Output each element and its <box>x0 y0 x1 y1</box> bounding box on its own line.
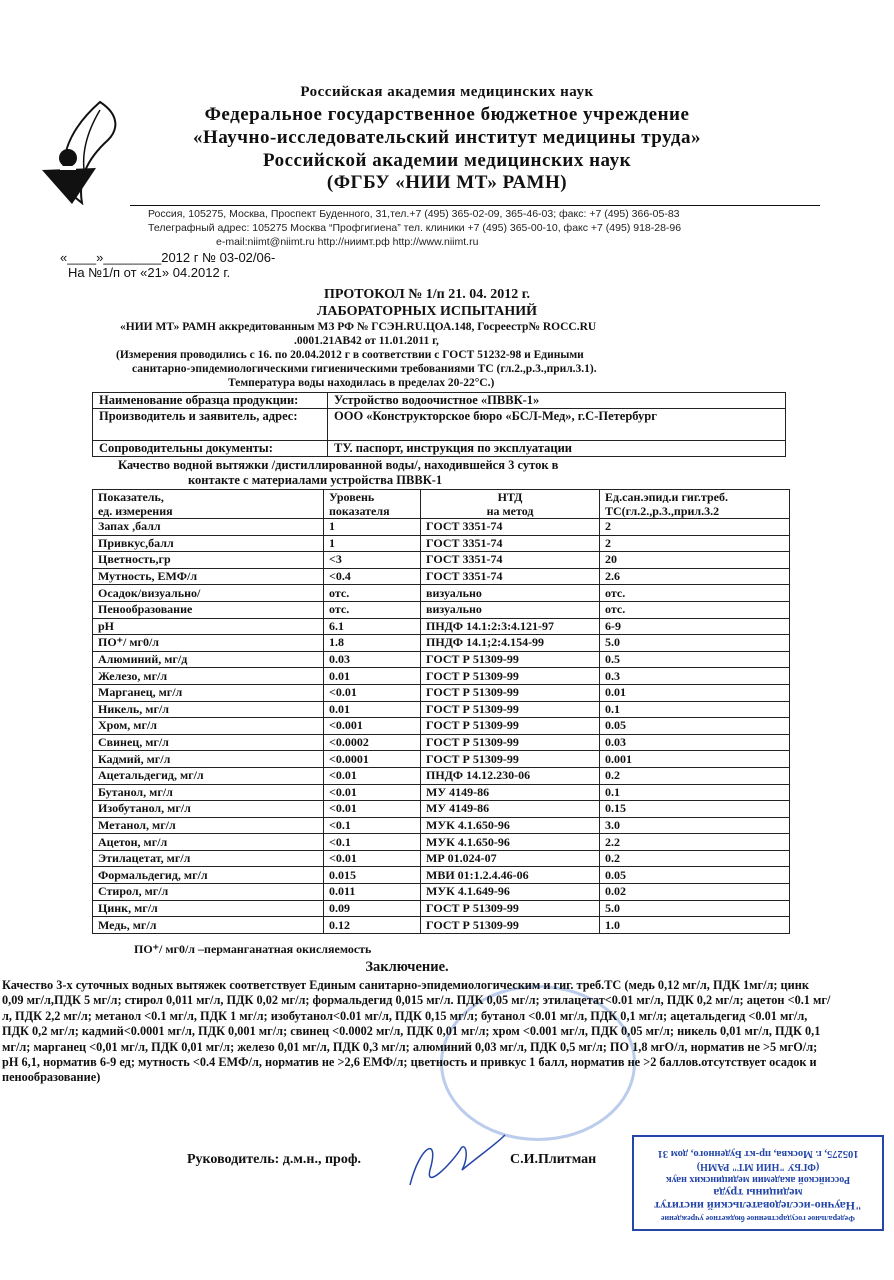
table-row <box>93 585 790 602</box>
indicator-cell: Ацетальдегид, мг/л <box>93 767 324 784</box>
indicator-cell: Привкус,балл <box>93 535 324 552</box>
measurement-note: (Измерения проводились с 16. по 20.04.2012 г в соответствии с ГОСТ 51232-98 и Едиными <box>116 349 584 361</box>
level-cell: 0.011 <box>324 884 421 901</box>
signer-role: Руководитель: д.м.н., проф. <box>187 1152 362 1167</box>
table-row <box>93 817 790 834</box>
norm-cell: 1.0 <box>600 917 790 934</box>
method-cell: ГОСТ 3351-74 <box>421 552 600 569</box>
norm-cell: отс. <box>600 585 790 602</box>
col-method: НТД на метод <box>421 490 600 519</box>
method-cell: МУК 4.1.650-96 <box>421 817 600 834</box>
accreditation-line: «НИИ МТ» РАМН аккредитованным МЗ РФ № ГСЭН.RU.ЦОА.148, Госреестр№ ROCC.RU <box>120 321 597 333</box>
method-cell: ГОСТ 3351-74 <box>421 568 600 585</box>
indicator-cell: Хром, мг/л <box>93 718 324 735</box>
method-cell: МУ 4149-86 <box>421 801 600 818</box>
indicator-cell: Формальдегид, мг/л <box>93 867 324 884</box>
norm-cell: 0.1 <box>600 784 790 801</box>
address-line: Россия, 105275, Москва, Проспект Буденного, 31,тел.+7 (495) 365-02-09, 365-46-03; факс: +7 (495) 366-05-83 <box>148 208 680 220</box>
water-temperature: Температура воды находилась в пределах 20-22°С.) <box>228 377 495 389</box>
method-cell: ГОСТ Р 51309-99 <box>421 917 600 934</box>
norm-cell: 3.0 <box>600 817 790 834</box>
indicator-cell: Осадок/визуально/ <box>93 585 324 602</box>
indicator-cell: Кадмий, мг/л <box>93 751 324 768</box>
norm-cell: 2.6 <box>600 568 790 585</box>
protocol-subtitle: ЛАБОРАТОРНЫХ ИСПЫТАНИЙ <box>316 304 538 319</box>
level-cell: отс. <box>324 601 421 618</box>
contacts-line: e-mail:niimt@niimt.ru http://ниимт.рф http://www.niimt.ru <box>216 236 479 248</box>
level-cell: 0.03 <box>324 651 421 668</box>
indicator-cell: Марганец, мг/л <box>93 684 324 701</box>
level-cell: <0.4 <box>324 568 421 585</box>
accreditation-date: .0001.21АВ42 от 11.01.2011 г, <box>294 335 439 347</box>
norm-cell: 0.01 <box>600 684 790 701</box>
method-cell: ПНДФ 14.12.230-06 <box>421 767 600 784</box>
indicator-cell: Алюминий, мг/д <box>93 651 324 668</box>
indicator-cell: ПО⁺/ мг0/л <box>93 635 324 652</box>
level-cell: 1 <box>324 535 421 552</box>
indicator-cell: Ацетон, мг/л <box>93 834 324 851</box>
measurement-requirements: санитарно-эпидемиологическими гигиеническими требованиями ТС (гл.2.,р.3.,прил.3.1). <box>132 363 597 375</box>
org-abbr: (ФГБУ «НИИ МТ» РАМН) <box>326 172 568 193</box>
table-row <box>93 535 790 552</box>
level-cell: <0.01 <box>324 684 421 701</box>
level-cell: <0.01 <box>324 767 421 784</box>
method-cell: МУК 4.1.650-96 <box>421 834 600 851</box>
info-row: Производитель и заявитель, адрес: ООО «Конструкторское бюро «БСЛ-Мед», г.С-Петербург <box>93 409 786 441</box>
indicator-cell: Цветность,гр <box>93 552 324 569</box>
quality-title: Качество водной вытяжки /дистиллированной воды/, находившейся 3 суток в <box>118 458 559 472</box>
col-level: Уровень показателя <box>324 490 421 519</box>
norm-cell: 0.05 <box>600 867 790 884</box>
outgoing-ref: «____»________2012 г № 03-02/06- <box>60 250 276 265</box>
indicator-cell: pH <box>93 618 324 635</box>
table-row <box>93 884 790 901</box>
table-footnote: ПО⁺/ мг0/л –перманганатная окисляемость <box>134 942 372 956</box>
norm-cell: 0.2 <box>600 850 790 867</box>
sample-info-table <box>92 392 786 457</box>
table-row <box>93 917 790 934</box>
table-row <box>93 784 790 801</box>
norm-cell: 0.5 <box>600 651 790 668</box>
norm-cell: 5.0 <box>600 900 790 917</box>
level-cell: <3 <box>324 552 421 569</box>
level-cell: 6.1 <box>324 618 421 635</box>
level-cell: 1.8 <box>324 635 421 652</box>
table-row <box>93 867 790 884</box>
table-row <box>93 850 790 867</box>
incoming-ref: На №1/п от «21» 04.2012 г. <box>68 265 231 280</box>
method-cell: МР 01.024-07 <box>421 850 600 867</box>
table-row <box>93 552 790 569</box>
table-row <box>93 519 790 536</box>
norm-cell: 0.03 <box>600 734 790 751</box>
level-cell: 0.01 <box>324 701 421 718</box>
method-cell: визуально <box>421 601 600 618</box>
protocol-title: ПРОТОКОЛ № 1/п 21. 04. 2012 г. <box>323 287 531 302</box>
level-cell: <0.0002 <box>324 734 421 751</box>
table-row <box>93 900 790 917</box>
col-indicator: Показатель, ед. измерения <box>93 490 324 519</box>
org-type: Федеральное государственное бюджетное учреждение <box>204 104 690 125</box>
indicator-cell: Стирол, мг/л <box>93 884 324 901</box>
norm-cell: 0.001 <box>600 751 790 768</box>
norm-cell: 0.15 <box>600 801 790 818</box>
col-norm: Ед.сан.эпид.и гиг.треб. ТС(гл.2.,р.3.,прил.3.2 <box>600 490 790 519</box>
norm-cell: 20 <box>600 552 790 569</box>
level-cell: 0.09 <box>324 900 421 917</box>
level-cell: <0.01 <box>324 850 421 867</box>
method-cell: ПНДФ 14.1:2:3:4.121-97 <box>421 618 600 635</box>
level-cell: 0.12 <box>324 917 421 934</box>
telegraph-line: Телеграфный адрес: 105275 Москва “Профгигиена” тел. клиники +7 (495) 365-00-10, факс +7 (495) 918-28-96 <box>148 222 682 234</box>
table-row <box>93 684 790 701</box>
level-cell: <0.0001 <box>324 751 421 768</box>
method-cell: ГОСТ 3351-74 <box>421 519 600 536</box>
indicator-cell: Запах ,балл <box>93 519 324 536</box>
institute-rect-stamp: Федеральное государственное бюджетное учреждение "Научно-исследовательский институт медицины труда Российской академии медицинских наук (ФГБУ "НИИ МТ" РАМН) 105275, г. Москва, пр-кт Буденного, дом 31 <box>632 1135 884 1231</box>
results-table <box>92 489 790 934</box>
method-cell: ГОСТ Р 51309-99 <box>421 684 600 701</box>
indicator-cell: Мутность, ЕМФ/л <box>93 568 324 585</box>
table-row <box>93 668 790 685</box>
norm-cell: 2.2 <box>600 834 790 851</box>
table-row <box>93 568 790 585</box>
results-header-row <box>93 490 790 519</box>
table-row <box>93 635 790 652</box>
indicator-cell: Свинец, мг/л <box>93 734 324 751</box>
level-cell: <0.1 <box>324 834 421 851</box>
method-cell: ГОСТ Р 51309-99 <box>421 701 600 718</box>
org-academy: Российская академия медицинских наук <box>300 84 594 100</box>
method-cell: МВИ 01:1.2.4.46-06 <box>421 867 600 884</box>
info-row: Наименование образца продукции: Устройство водоочистное «ПВВК-1» <box>93 393 786 409</box>
level-cell: 0.015 <box>324 867 421 884</box>
indicator-cell: Медь, мг/л <box>93 917 324 934</box>
norm-cell: 0.05 <box>600 718 790 735</box>
indicator-cell: Бутанол, мг/л <box>93 784 324 801</box>
signer-name: С.И.Плитман <box>510 1152 597 1167</box>
norm-cell: 6-9 <box>600 618 790 635</box>
table-row <box>93 618 790 635</box>
handwritten-signature-icon <box>400 1125 510 1200</box>
method-cell: МУК 4.1.649-96 <box>421 884 600 901</box>
conclusion-title: Заключение. <box>365 959 449 975</box>
table-row <box>93 701 790 718</box>
quality-subtitle: контакте с материалами устройства ПВВК-1 <box>188 473 443 487</box>
method-cell: ГОСТ Р 51309-99 <box>421 718 600 735</box>
table-row <box>93 751 790 768</box>
level-cell: <0.001 <box>324 718 421 735</box>
norm-cell: 2 <box>600 519 790 536</box>
norm-cell: 0.1 <box>600 701 790 718</box>
info-row: Сопроводительны документы: ТУ. паспорт, инструкция по эксплуатации <box>93 441 786 457</box>
norm-cell: 0.02 <box>600 884 790 901</box>
method-cell: ГОСТ Р 51309-99 <box>421 651 600 668</box>
table-row <box>93 801 790 818</box>
method-cell: визуально <box>421 585 600 602</box>
level-cell: 1 <box>324 519 421 536</box>
table-row <box>93 767 790 784</box>
table-row <box>93 718 790 735</box>
table-row <box>93 734 790 751</box>
method-cell: ГОСТ Р 51309-99 <box>421 900 600 917</box>
method-cell: ГОСТ Р 51309-99 <box>421 734 600 751</box>
level-cell: 0.01 <box>324 668 421 685</box>
header-divider <box>130 205 820 206</box>
method-cell: ПНДФ 14.1;2:4.154-99 <box>421 635 600 652</box>
indicator-cell: Железо, мг/л <box>93 668 324 685</box>
method-cell: ГОСТ Р 51309-99 <box>421 668 600 685</box>
norm-cell: 2 <box>600 535 790 552</box>
norm-cell: 0.2 <box>600 767 790 784</box>
indicator-cell: Метанол, мг/л <box>93 817 324 834</box>
table-row <box>93 834 790 851</box>
indicator-cell: Этилацетат, мг/л <box>93 850 324 867</box>
norm-cell: отс. <box>600 601 790 618</box>
org-name: «Научно-исследовательский институт медицины труда» <box>192 127 702 148</box>
method-cell: ГОСТ 3351-74 <box>421 535 600 552</box>
norm-cell: 0.3 <box>600 668 790 685</box>
indicator-cell: Изобутанол, мг/л <box>93 801 324 818</box>
org-parent: Российской академии медицинских наук <box>262 150 632 171</box>
method-cell: ГОСТ Р 51309-99 <box>421 751 600 768</box>
indicator-cell: Цинк, мг/л <box>93 900 324 917</box>
indicator-cell: Никель, мг/л <box>93 701 324 718</box>
level-cell: <0.1 <box>324 817 421 834</box>
table-row <box>93 601 790 618</box>
method-cell: МУ 4149-86 <box>421 784 600 801</box>
indicator-cell: Пенообразование <box>93 601 324 618</box>
norm-cell: 5.0 <box>600 635 790 652</box>
level-cell: отс. <box>324 585 421 602</box>
level-cell: <0.01 <box>324 801 421 818</box>
table-row <box>93 651 790 668</box>
conclusion-text: Качество 3-х суточных водных вытяжек соответствует Единым санитарно-эпидемиологическим и гиг. треб.ТС (медь 0,12 мг/л, ПДК 1мг/л; цинк 0,09 мг/л,ПДК 5 мг/л; стирол 0,011 мг/л, ПДК 0,02 мг/л; формальдегид 0,015 мг/л. ПДК 0,05 мг/л; этилацетат<0.01 мг/л, ПДК 0,2 мг/л; ацетон <0.1 мг/л, ПДК 2,2 мг/л; метанол <0.1 мг/л, ПДК 1 мг/л; изобутанол<0.01 мг/л, ПДК 0,15 мг/л; бутанол <0.01 мг/л, ПДК 0,1 мг/л; ацетальдегид <0.01 мг/л, ПДК 0,2 мг/л; кадмий<0.0001 мг/л, ПДК 0,001 мг/л; свинец <0.0002 мг/л, ПДК 0,01 мг/л; хром <0.001 мг/л, ПДК 0,05 мг/л; никель 0,01 мг/л, ПДК 0,1 мг/л; марганец <0,01 мг/л, ПДК 0,01 мг/л; железо 0,01 мг/л, ПДК 0,3 мг/л; алюминий 0,03 мг/л, ПДК 0,5 мг/л; ПО 1,8 мгО/л, норматив не >5 мгО/л; pH 6,1, норматив 6-9 ед; мутность <0.4 ЕМФ/л, норматив не >2,6 ЕМФ/л; цветность и привкус 1 балл, норматив не >2 баллов.отсутствует осадок и пенообразование) <box>2 978 831 1085</box>
level-cell: <0.01 <box>324 784 421 801</box>
